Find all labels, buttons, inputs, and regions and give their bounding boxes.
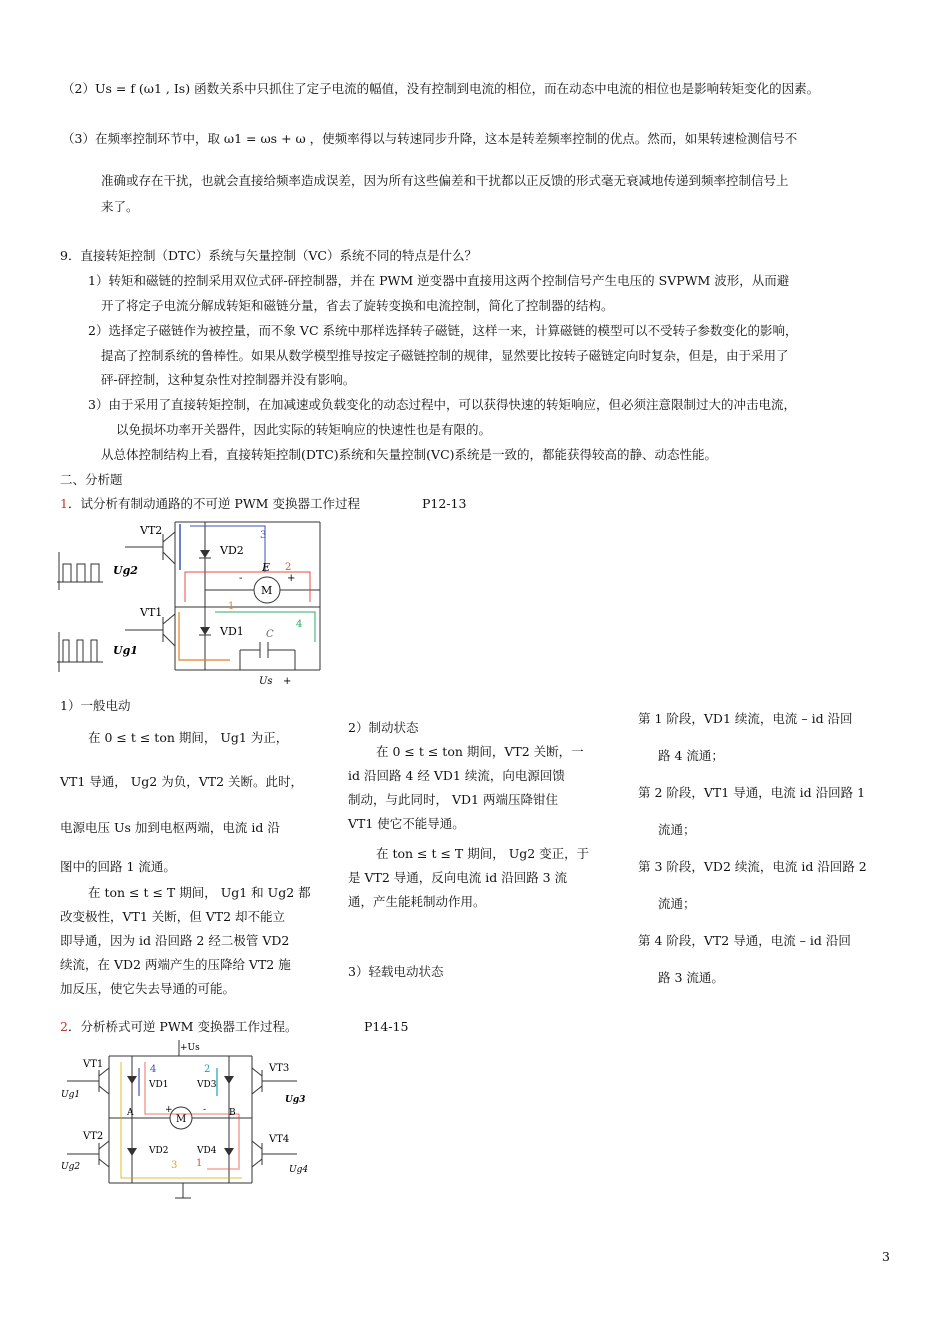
figure-1-circuit: [55, 512, 325, 692]
c1-line3: 电源电压 Us 加到电枢两端，电流 id 沿: [60, 820, 280, 835]
q9-point1-line2: 开了将定子电流分解成转矩和磁链分量，省去了旋转变换和电流控制，简化了控制器的结构。: [101, 298, 614, 313]
c1-line4: 图中的回路 1 流通。: [60, 859, 176, 874]
c1-heading: 1）一般电动: [60, 698, 131, 713]
fig2-ug2-label: Ug2: [61, 1162, 81, 1172]
analysis-1-number: 1: [60, 496, 68, 511]
fig2-minus-sign: -: [203, 1105, 207, 1115]
c1-line9: 加反压，使它失去导通的可能。: [60, 981, 236, 996]
fig2-loop1-label: 1: [196, 1158, 203, 1169]
c2-line3: 制动，与此同时， VD1 两端压降钳住: [348, 792, 558, 807]
fig1-loop1-label: 1: [228, 601, 235, 612]
c3-line1: 第 1 阶段，VD1 续流，电流 – id 沿回: [638, 711, 853, 726]
c3-line7: 第 4 阶段，VT2 导通，电流 – id 沿回: [638, 933, 851, 948]
fig1-ug2-label: Ug2: [113, 564, 138, 577]
fig1-vd1-label: VD1: [220, 625, 244, 638]
column-1: [60, 694, 325, 1001]
fig2-vd4-label: VD4: [197, 1146, 217, 1156]
c1-line2: VT1 导通， Ug2 为负，VT2 关断。此时，: [60, 774, 304, 789]
c2-line2: id 沿回路 4 经 VD1 续流，向电源回馈: [348, 768, 565, 783]
fig1-c-label: C: [266, 629, 274, 640]
c1-line1: 在 0 ≤ t ≤ ton 期间， Ug1 为正，: [88, 730, 289, 745]
section-2-heading: 二、分析题: [60, 472, 123, 487]
fig2-ug4-label: Ug4: [289, 1165, 309, 1175]
c2-line5: 在 ton ≤ t ≤ T 期间， Ug2 变正，于: [376, 846, 590, 861]
c3-line3: 第 2 阶段，VT1 导通，电流 id 沿回路 1: [638, 785, 866, 800]
fig1-loop3-label: 3: [260, 530, 267, 541]
q9-summary: 从总体控制结构上看，直接转矩控制(DTC)系统和矢量控制(VC)系统是一致的，都能获得较高的静、动态性能。: [101, 447, 718, 462]
q9-point2-line3: 砰-砰控制，这种复杂性对控制器并没有影响。: [101, 372, 356, 387]
c2-heading3: 3）轻载电动状态: [348, 964, 444, 979]
fig2-vt2-label: VT2: [83, 1131, 104, 1142]
fig2-plus-sign: +: [165, 1105, 173, 1115]
c2-heading: 2）制动状态: [348, 720, 419, 735]
q9-point2-line2: 提高了控制系统的鲁棒性。如果从数学模型推导按定子磁链控制的规律，显然要比按转子磁链定向时复杂，但是，由于采用了: [101, 348, 789, 363]
q9-point2-line1: 2）选择定子磁链作为被控量，而不象 VC 系统中那样选择转子磁链，这样一来，计算磁链的模型可以不受转子参数变化的影响，: [88, 323, 798, 338]
analysis-2-number: 2: [60, 1019, 68, 1034]
c3-line2: 路 4 流通；: [658, 748, 724, 763]
fig2-vd1-label: VD1: [149, 1080, 169, 1090]
analysis-1-heading: [60, 495, 360, 513]
fig2-loop3-label: 3: [171, 1160, 178, 1171]
page-number: 3: [882, 1249, 890, 1264]
para-3-line1: （3）在频率控制环节中，取 ω1 = ωs + ω ，使频率得以与转速同步升降，这本是转差频率控制的优点。然而，如果转速检测信号不: [62, 131, 798, 146]
c1-line7: 即导通，因为 id 沿回路 2 经二极管 VD2: [60, 933, 290, 948]
para-3-line3: 来了。: [101, 199, 139, 214]
column-2: [348, 716, 610, 984]
q9-point3-line2: 以免损坏功率开关器件，因此实际的转矩响应的快速性也是有限的。: [116, 422, 492, 437]
analysis-2-title: ．分析桥式可逆 PWM 变换器工作过程。: [67, 1019, 298, 1034]
q9-point3-line1: 3）由于采用了直接转矩控制，在加减速或负载变化的动态过程中，可以获得快速的转矩响应，但必须注意限制过大的冲击电流，: [88, 397, 796, 412]
c2-line7: 通，产生能耗制动作用。: [348, 894, 486, 909]
fig2-vt1-label: VT1: [83, 1059, 104, 1070]
q9-point1-line1: 1）转矩和磁链的控制采用双位式砰-砰控制器，并在 PWM 逆变器中直接用这两个控制信号产生电压的 SVPWM 波形，从而避: [88, 273, 790, 288]
fig2-node-a: A: [127, 1108, 134, 1118]
fig1-us-plus-sign: +: [283, 676, 292, 687]
analysis-1-ref: P12-13: [422, 496, 467, 511]
fig1-vt2-label: VT2: [140, 524, 163, 537]
analysis-2-ref: P14-15: [364, 1019, 409, 1034]
column-3: [638, 700, 900, 996]
fig2-loop4-label: 4: [150, 1064, 157, 1075]
fig1-plus-sign: +: [287, 573, 296, 584]
c2-line4: VT1 使它不能导通。: [348, 816, 465, 831]
fig1-minus-sign: -: [239, 573, 243, 584]
fig2-us-label: +Us: [180, 1043, 200, 1053]
c3-line6: 流通；: [658, 896, 696, 911]
fig2-node-b: B: [229, 1108, 236, 1118]
fig2-loop2-label: 2: [204, 1064, 211, 1075]
fig1-us-label: Us: [259, 676, 273, 687]
fig2-vt3-label: VT3: [269, 1063, 290, 1074]
c1-line8: 续流，在 VD2 两端产生的压降给 VT2 施: [60, 957, 291, 972]
fig2-vd3-label: VD3: [197, 1080, 217, 1090]
analysis-2-heading: [60, 1018, 297, 1036]
figure-2-bridge-circuit: [57, 1038, 317, 1203]
fig2-vd2-label: VD2: [149, 1146, 169, 1156]
fig2-ug1-label: Ug1: [61, 1090, 81, 1100]
fig1-ug1-label: Ug1: [113, 644, 138, 657]
c3-line4: 流通；: [658, 822, 696, 837]
c2-line6: 是 VT2 导通，反向电流 id 沿回路 3 流: [348, 870, 568, 885]
fig1-motor-label: M: [261, 584, 273, 597]
analysis-1-title: ．试分析有制动通路的不可逆 PWM 变换器工作过程: [67, 496, 360, 511]
c2-line1: 在 0 ≤ t ≤ ton 期间，VT2 关断，一: [376, 744, 584, 759]
c1-line5: 在 ton ≤ t ≤ T 期间， Ug1 和 Ug2 都: [88, 885, 311, 900]
c3-line5: 第 3 阶段，VD2 续流，电流 id 沿回路 2: [638, 859, 867, 874]
para-2: （2）Us = f (ω1 , Is) 函数关系中只抓住了定子电流的幅值，没有控制到电流的相位，而在动态中电流的相位也是影响转矩变化的因素。: [62, 81, 820, 96]
fig1-e-label: E: [262, 561, 271, 574]
fig2-ug3-label: Ug3: [285, 1095, 306, 1105]
para-3-line2: 准确或存在干扰，也就会直接给频率造成误差，因为所有这些偏差和干扰都以正反馈的形式毫无衰减地传递到频率控制信号上: [101, 173, 789, 188]
fig1-loop2-label: 2: [285, 562, 292, 573]
question-9-title: 9．直接转矩控制（DTC）系统与矢量控制（VC）系统不同的特点是什么？: [60, 248, 477, 263]
fig2-motor-label: M: [176, 1114, 187, 1125]
fig1-vd2-label: VD2: [220, 544, 244, 557]
fig2-vt4-label: VT4: [269, 1134, 290, 1145]
fig1-vt1-label: VT1: [140, 606, 163, 619]
fig1-loop4-label: 4: [296, 619, 303, 630]
c1-line6: 改变极性，VT1 关断，但 VT2 却不能立: [60, 909, 286, 924]
c3-line8: 路 3 流通。: [658, 970, 724, 985]
